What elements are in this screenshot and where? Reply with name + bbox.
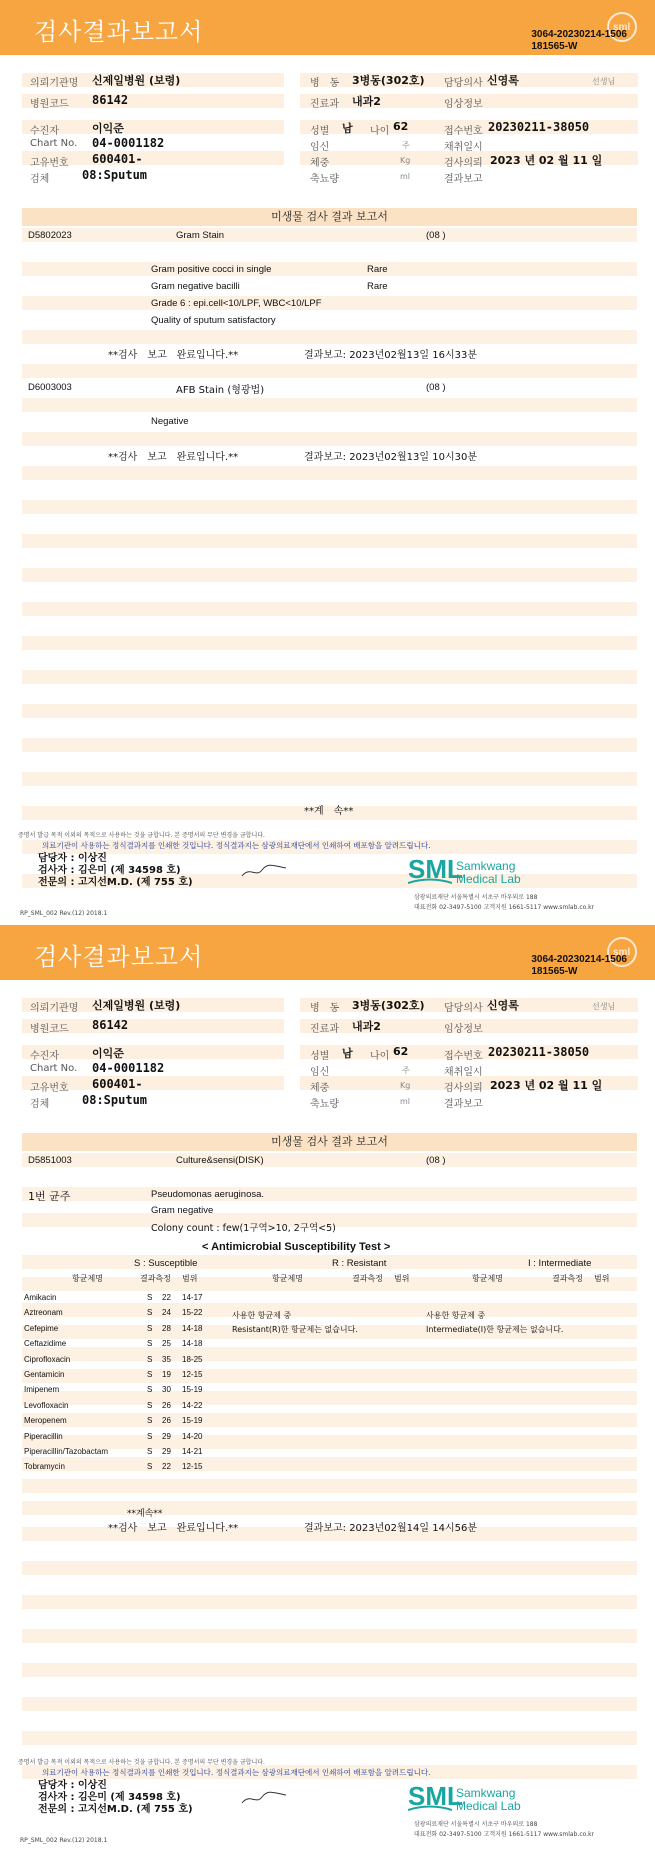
doctor-suffix: 선생님 xyxy=(592,1002,616,1011)
sml-address: 삼광의료재단 서울특별시 서초구 바우뫼로 188 xyxy=(414,1821,538,1828)
organism-gram: Gram negative xyxy=(151,1205,214,1216)
section-title: 미생물 검사 결과 보고서 xyxy=(22,1133,637,1151)
test-specimen: (08 ) xyxy=(426,382,446,393)
drug-range: 14-17 xyxy=(182,1293,203,1302)
ast-table xyxy=(22,1293,637,1493)
col-drug: 항균제명 xyxy=(272,1274,303,1283)
col-range: 범위 xyxy=(182,1274,198,1283)
report-code-1: 3064-20230214-1506 xyxy=(531,954,627,965)
specimen-label: 검체 xyxy=(30,1099,50,1110)
lab-label: 의뢰기관명 xyxy=(30,78,79,89)
ward-value: 3병동(302호) xyxy=(352,74,425,87)
drug-range: 14-20 xyxy=(182,1431,203,1441)
drug-sir: S xyxy=(147,1400,153,1410)
used-drug-i: 사용한 항균제 중 xyxy=(426,1311,486,1320)
examinee-value: 이익준 xyxy=(92,122,124,135)
signature-icon xyxy=(240,1789,288,1807)
lab-value: 신제일병원 (보령) xyxy=(92,74,181,87)
drug-name: Tobramycin xyxy=(24,1462,65,1472)
drug-mm: 30 xyxy=(162,1385,171,1395)
weight-label: 체중 xyxy=(310,158,330,169)
drug-sir: S xyxy=(147,1370,153,1379)
drug-sir: S xyxy=(147,1385,153,1395)
urine-unit: ml xyxy=(400,172,411,181)
footer-fine-print: 증명서 발급 목적 이외의 목적으로 사용하는 것을 금합니다. 본 증명서의 무단 변경을 금합니다. xyxy=(18,1759,265,1766)
continue-text: **계속** xyxy=(127,1509,163,1519)
collect-label: 채취일시 xyxy=(444,1067,483,1078)
test-code: D6003003 xyxy=(28,382,72,393)
drug-range: 14-18 xyxy=(182,1323,203,1333)
result-line: Quality of sputum satisfactory xyxy=(151,315,276,326)
complete-text: **검사 보고 완료입니다.** xyxy=(108,350,239,361)
request-value: 2023 년 02 월 11 일 xyxy=(490,1079,603,1092)
weight-label: 체중 xyxy=(310,1083,330,1094)
chart-value: 04-0001182 xyxy=(92,136,165,150)
result-line: Negative xyxy=(151,416,189,427)
doctor-label: 담당의사 xyxy=(444,1003,483,1014)
drug-sir: S xyxy=(147,1339,153,1349)
hosp-code-label: 병원코드 xyxy=(30,99,69,110)
sml-logo-icon: sml xyxy=(607,12,637,42)
organism-name: Pseudomonas aeruginosa. xyxy=(151,1189,265,1200)
sml-swoosh-icon xyxy=(408,878,452,886)
drug-range: 14-22 xyxy=(182,1400,203,1410)
result-line: Grade 6 : epi.cell<10/LPF, WBC<10/LPF xyxy=(151,298,322,309)
chart-label: Chart No. xyxy=(30,1063,78,1074)
drug-sir: S xyxy=(147,1431,153,1441)
drug-mm: 29 xyxy=(162,1431,171,1441)
report-codes xyxy=(531,29,627,53)
id-value: 600401- xyxy=(92,1077,143,1091)
drug-mm: 26 xyxy=(162,1400,171,1410)
col-result: 결과측정 xyxy=(352,1274,383,1283)
preg-unit: 주 xyxy=(402,141,410,150)
inspector-name: 검사자 : 김은미 (제 34598 호) xyxy=(38,1792,181,1803)
col-drug: 항균제명 xyxy=(472,1274,503,1283)
receipt-label: 접수번호 xyxy=(444,126,483,137)
report-page-2 xyxy=(0,925,655,1850)
sex-value: 남 xyxy=(342,122,353,135)
drug-mm: 29 xyxy=(162,1447,171,1456)
test-name: Culture&sensi(DISK) xyxy=(176,1155,264,1166)
drug-sir: S xyxy=(147,1462,153,1472)
doctor-value: 신영록 xyxy=(487,74,519,87)
hosp-code-label: 병원코드 xyxy=(30,1024,69,1035)
drug-mm: 35 xyxy=(162,1354,171,1364)
age-value: 62 xyxy=(393,120,409,133)
age-label: 나이 xyxy=(370,126,390,137)
colony-count: Colony count : few(1구역>10, 2구역<5) xyxy=(151,1223,336,1234)
drug-range: 15-22 xyxy=(182,1308,203,1318)
drug-mm: 19 xyxy=(162,1370,171,1379)
drug-range: 12-15 xyxy=(182,1462,203,1472)
clinical-label: 임상정보 xyxy=(444,1024,483,1035)
drug-name: Cefepime xyxy=(24,1323,59,1333)
drug-name: Meropenem xyxy=(24,1416,67,1426)
drug-sir: S xyxy=(147,1354,153,1364)
test-name: AFB Stain (형광법) xyxy=(176,385,265,396)
drug-name: Aztreonam xyxy=(24,1308,63,1318)
hosp-code-value: 86142 xyxy=(92,1018,129,1032)
reporter-name: 담당자 : 이상진 xyxy=(38,1780,107,1791)
receipt-value: 20230211-38050 xyxy=(488,1045,590,1059)
sml-logo: SML xyxy=(408,1781,463,1811)
col-result: 결과측정 xyxy=(552,1274,583,1283)
col-range: 범위 xyxy=(394,1274,410,1283)
drug-name: Ceftazidime xyxy=(24,1339,67,1349)
sex-value: 남 xyxy=(342,1047,353,1060)
specimen-label: 검체 xyxy=(30,174,50,185)
doctor-value: 신영록 xyxy=(487,999,519,1012)
drug-sir: S xyxy=(147,1293,153,1302)
receipt-label: 접수번호 xyxy=(444,1051,483,1062)
test-name: Gram Stain xyxy=(176,230,225,241)
test-code: D5851003 xyxy=(28,1155,72,1166)
legend-intermediate: I : Intermediate xyxy=(528,1258,592,1269)
dept-value: 내과2 xyxy=(352,1020,381,1033)
preg-label: 임신 xyxy=(310,1067,330,1078)
examinee-label: 수진자 xyxy=(30,1051,59,1062)
report-code-2: 181565-W xyxy=(531,966,578,977)
drug-mm: 22 xyxy=(162,1462,171,1472)
drug-mm: 22 xyxy=(162,1293,171,1302)
footer-fine-print: 증명서 발급 목적 이외의 목적으로 사용하는 것을 금합니다. 본 증명서의 무단 변경을 금합니다. xyxy=(18,832,265,839)
request-value: 2023 년 02 월 11 일 xyxy=(490,154,603,167)
drug-range: 15-19 xyxy=(182,1385,203,1395)
drug-name: Ciprofloxacin xyxy=(24,1354,71,1364)
intermediate-note: Intermediate(I)한 항균제는 없습니다. xyxy=(426,1325,564,1334)
report-label: 결과보고 xyxy=(444,1099,483,1110)
complete-text: **검사 보고 완료입니다.** xyxy=(108,452,239,463)
sex-label: 성별 xyxy=(310,126,330,137)
drug-mm: 24 xyxy=(162,1308,171,1318)
inspector-name: 검사자 : 김은미 (제 34598 호) xyxy=(38,865,181,876)
drug-name: Levofloxacin xyxy=(24,1400,69,1410)
drug-mm: 25 xyxy=(162,1339,171,1349)
signature-icon xyxy=(240,862,288,880)
continue-text: **계 속** xyxy=(304,806,354,817)
test-specimen: (08 ) xyxy=(426,230,446,241)
sml-contact: 대표전화 02-3497-5100 고객지원 1661-5117 www.smlab.co.kr xyxy=(414,1831,595,1838)
report-header xyxy=(0,0,655,55)
sml-logo-icon: sml xyxy=(607,937,637,967)
test-code: D5802023 xyxy=(28,230,72,241)
lab-value: 신제일병원 (보령) xyxy=(92,999,181,1012)
chart-value: 04-0001182 xyxy=(92,1061,165,1075)
test-specimen: (08 ) xyxy=(426,1155,446,1166)
report-title: 검사결과보고서 xyxy=(34,18,204,46)
weight-unit: Kg xyxy=(400,1081,411,1090)
urine-label: 축뇨량 xyxy=(310,1099,339,1110)
drug-name: Gentamicin xyxy=(24,1370,65,1379)
ward-value: 3병동(302호) xyxy=(352,999,425,1012)
organism-label: 1번 균주 xyxy=(28,1190,71,1203)
used-drug-r: 사용한 항균제 중 xyxy=(232,1311,292,1320)
chart-label: Chart No. xyxy=(30,138,78,149)
drug-sir: S xyxy=(147,1416,153,1426)
complete-text: **검사 보고 완료입니다.** xyxy=(108,1523,239,1534)
report-code-1: 3064-20230214-1506 xyxy=(531,29,627,40)
footer-notice: 의료기관이 사용하는 정식결과지를 인쇄한 것입니다. 정식결과지는 삼광의료재단에서 인쇄하여 배포함을 알려드립니다. xyxy=(42,1768,431,1777)
report-code-2: 181565-W xyxy=(531,41,578,52)
examinee-value: 이익준 xyxy=(92,1047,124,1060)
clinical-label: 임상정보 xyxy=(444,99,483,110)
report-time: 결과보고: 2023년02월13일 10시30분 xyxy=(304,452,478,463)
drug-sir: S xyxy=(147,1323,153,1333)
drug-mm: 28 xyxy=(162,1323,171,1333)
result-line: Gram negative bacilli xyxy=(151,281,240,292)
section-title: 미생물 검사 결과 보고서 xyxy=(22,208,637,226)
legend-resistant: R : Resistant xyxy=(332,1258,387,1269)
collect-label: 채취일시 xyxy=(444,142,483,153)
result-grade: Rare xyxy=(367,264,388,275)
specialist-name: 전문의 : 고지선M.D. (제 755 호) xyxy=(38,877,193,888)
legend-susceptible: S : Susceptible xyxy=(134,1258,198,1269)
id-label: 고유번호 xyxy=(30,1083,69,1094)
examinee-label: 수진자 xyxy=(30,126,59,137)
drug-sir: S xyxy=(147,1308,153,1318)
report-codes xyxy=(531,954,627,978)
sml-name: Samkwang Medical Lab xyxy=(456,1786,521,1813)
result-line: Gram positive cocci in single xyxy=(151,264,272,275)
drug-range: 12-15 xyxy=(182,1370,203,1379)
drug-range: 14-18 xyxy=(182,1339,203,1349)
drug-mm: 26 xyxy=(162,1416,171,1426)
ward-label: 병 동 xyxy=(310,78,340,89)
doctor-label: 담당의사 xyxy=(444,78,483,89)
preg-unit: 주 xyxy=(402,1066,410,1075)
sml-name: Samkwang Medical Lab xyxy=(456,859,521,886)
request-label: 검사의뢰 xyxy=(444,1083,483,1094)
lab-label: 의뢰기관명 xyxy=(30,1003,79,1014)
sml-logo: SML xyxy=(408,854,463,884)
dept-value: 내과2 xyxy=(352,95,381,108)
request-label: 검사의뢰 xyxy=(444,158,483,169)
drug-name: Piperacillin/Tazobactam xyxy=(24,1447,109,1456)
specimen-value: 08:Sputum xyxy=(82,1093,148,1107)
weight-unit: Kg xyxy=(400,156,411,165)
resistant-note: Resistant(R)한 항균제는 없습니다. xyxy=(232,1325,358,1334)
col-range: 범위 xyxy=(594,1274,610,1283)
sml-address: 삼광의료재단 서울특별시 서초구 바우뫼로 188 xyxy=(414,894,538,901)
report-title: 검사결과보고서 xyxy=(34,943,204,971)
ast-title: < Antimicrobial Susceptibility Test > xyxy=(202,1241,391,1253)
drug-range: 18-25 xyxy=(182,1354,203,1364)
form-number: RP_SML_002 Rev.(12) 2018.1 xyxy=(20,1837,108,1844)
drug-sir: S xyxy=(147,1447,153,1456)
col-drug: 항균제명 xyxy=(72,1274,103,1283)
preg-label: 임신 xyxy=(310,142,330,153)
result-grade: Rare xyxy=(367,281,388,292)
sex-label: 성별 xyxy=(310,1051,330,1062)
dept-label: 진료과 xyxy=(310,1024,339,1035)
col-result: 결과측정 xyxy=(140,1274,171,1283)
urine-label: 축뇨량 xyxy=(310,174,339,185)
reporter-name: 담당자 : 이상진 xyxy=(38,853,107,864)
footer-notice: 의료기관이 사용하는 정식결과지를 인쇄한 것입니다. 정식결과지는 삼광의료재단에서 인쇄하여 배포함을 알려드립니다. xyxy=(42,841,431,850)
age-label: 나이 xyxy=(370,1051,390,1062)
urine-unit: ml xyxy=(400,1097,411,1106)
hosp-code-value: 86142 xyxy=(92,93,129,107)
drug-name: Amikacin xyxy=(24,1293,57,1302)
drug-name: Piperacillin xyxy=(24,1431,63,1441)
patient-info-block xyxy=(0,70,655,190)
ward-label: 병 동 xyxy=(310,1003,340,1014)
id-value: 600401- xyxy=(92,152,143,166)
drug-range: 15-19 xyxy=(182,1416,203,1426)
report-time: 결과보고: 2023년02월14일 14시56분 xyxy=(304,1523,478,1534)
id-label: 고유번호 xyxy=(30,158,69,169)
specimen-value: 08:Sputum xyxy=(82,168,148,182)
report-header xyxy=(0,925,655,980)
patient-info-block xyxy=(0,995,655,1115)
report-time: 결과보고: 2023년02월13일 16시33분 xyxy=(304,350,478,361)
sml-contact: 대표전화 02-3497-5100 고객지원 1661-5117 www.smlab.co.kr xyxy=(414,904,595,911)
dept-label: 진료과 xyxy=(310,99,339,110)
drug-range: 14-21 xyxy=(182,1447,203,1456)
receipt-value: 20230211-38050 xyxy=(488,120,590,134)
drug-name: Imipenem xyxy=(24,1385,60,1395)
age-value: 62 xyxy=(393,1045,409,1058)
form-number: RP_SML_002 Rev.(12) 2018.1 xyxy=(20,910,108,917)
specialist-name: 전문의 : 고지선M.D. (제 755 호) xyxy=(38,1804,193,1815)
doctor-suffix: 선생님 xyxy=(592,77,616,86)
sml-swoosh-icon xyxy=(408,1805,452,1813)
report-label: 결과보고 xyxy=(444,174,483,185)
